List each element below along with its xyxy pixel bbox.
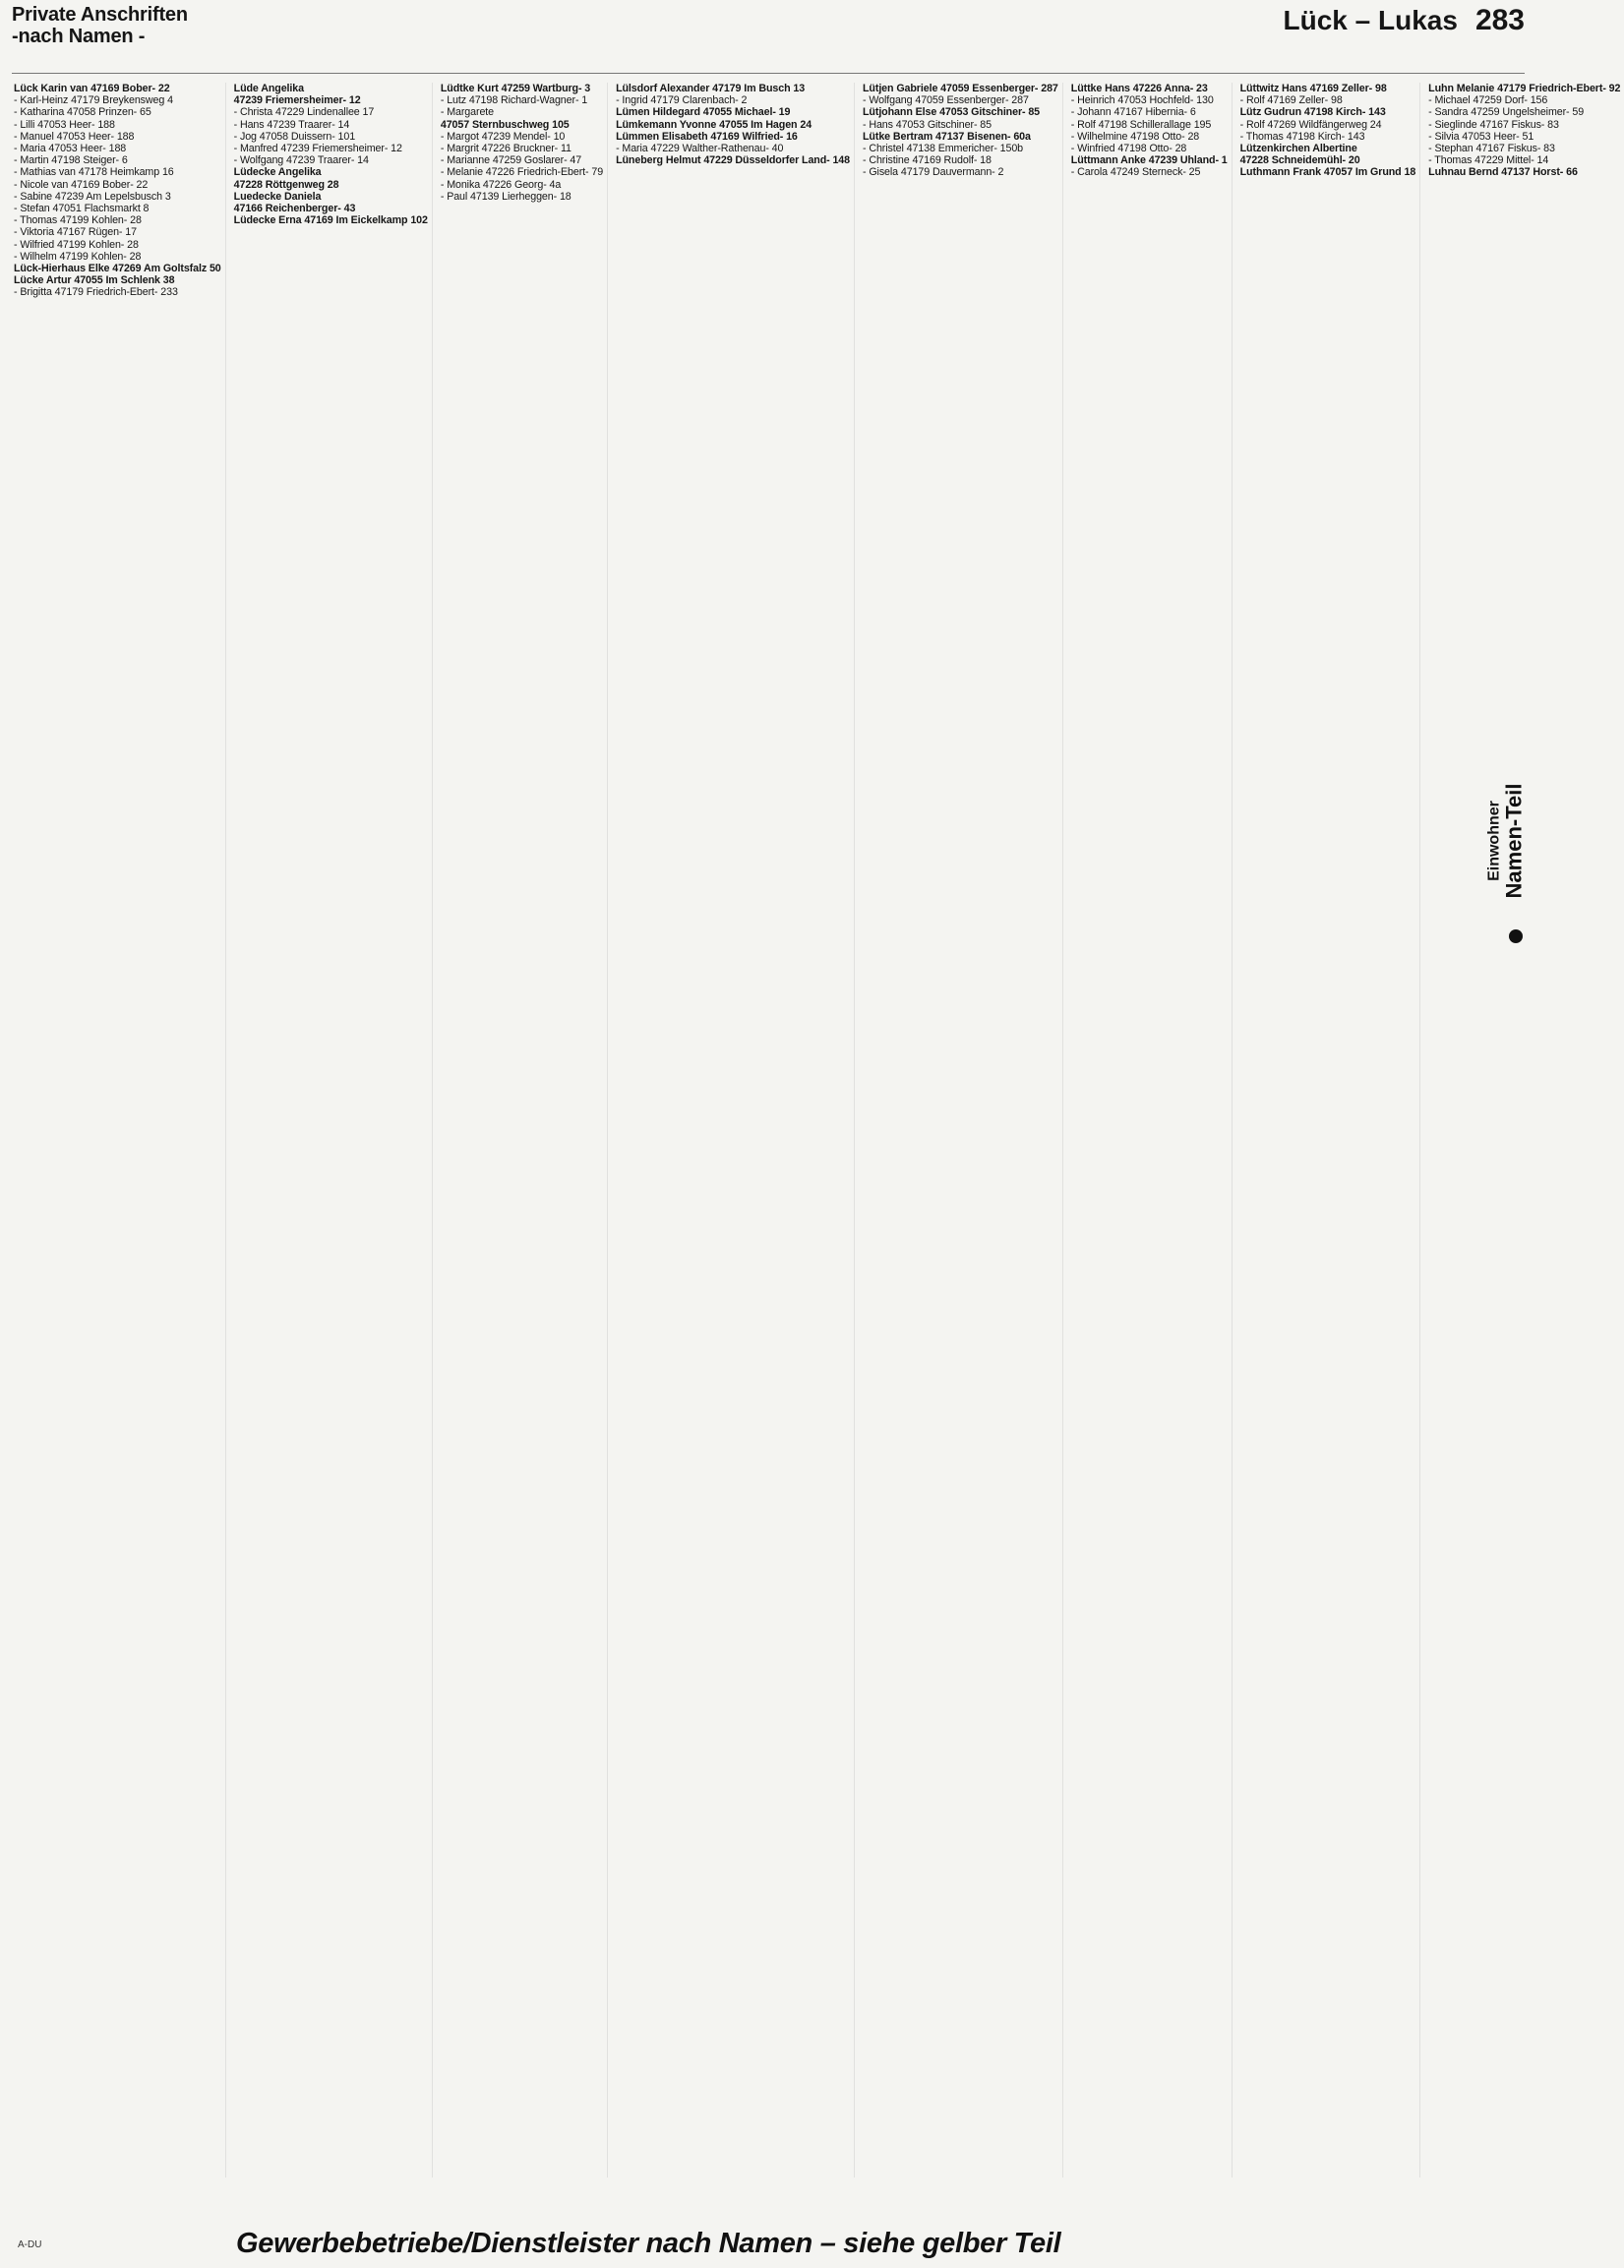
directory-entry: - Johann 47167 Hibernia- 6 — [1070, 106, 1196, 119]
directory-entry: - Christel 47138 Emmericher- 150b — [863, 143, 1024, 155]
directory-entry: - Hans 47239 Traarer- 14 — [233, 118, 350, 131]
directory-column-2 — [234, 83, 433, 2178]
directory-entry: - Christa 47229 Lindenallee 17 — [233, 106, 375, 119]
directory-entry: - Martin 47198 Steiger- 6 — [14, 154, 128, 167]
directory-entry: - Rolf 47169 Zeller- 98 — [1239, 94, 1343, 107]
directory-entry: Lützenkirchen Albertine — [1239, 143, 1357, 155]
directory-entry: Lülsdorf Alexander 47179 Im Busch 13 — [616, 83, 806, 94]
directory-column-1 — [14, 83, 226, 2178]
directory-entry: - Maria 47053 Heer- 188 — [14, 143, 127, 155]
directory-entry: Lütke Bertram 47137 Bisenen- 60a — [863, 130, 1031, 143]
directory-entry: - Sieglinde 47167 Fiskus- 83 — [1428, 118, 1559, 131]
directory-entry: - Michael 47259 Dorf- 156 — [1428, 94, 1548, 107]
directory-entry: Lümen Hildegard 47055 Michael- 19 — [616, 106, 791, 119]
page-header-right — [1284, 4, 1525, 37]
directory-entry: - Thomas 47229 Mittel- 14 — [1428, 154, 1549, 167]
directory-entry: - Jog 47058 Duissern- 101 — [233, 130, 356, 143]
directory-column-6 — [1071, 83, 1233, 2178]
directory-entry: - Winfried 47198 Otto- 28 — [1070, 143, 1187, 155]
directory-entry: - Christine 47169 Rudolf- 18 — [863, 154, 992, 167]
directory-entry: - Wilhelm 47199 Kohlen- 28 — [14, 250, 142, 263]
directory-entry: Luhnau Bernd 47137 Horst- 66 — [1428, 166, 1578, 179]
directory-entry: - Viktoria 47167 Rügen- 17 — [14, 226, 137, 239]
directory-column-4 — [616, 83, 855, 2178]
directory-entry: Lüde Angelika — [233, 83, 304, 94]
page-title-line-1: Private Anschriften — [12, 4, 188, 26]
directory-entry: - Lutz 47198 Richard-Wagner- 1 — [440, 94, 588, 107]
directory-entry: Lümkemann Yvonne 47055 Im Hagen 24 — [616, 118, 812, 131]
directory-entry: - Marianne 47259 Goslarer- 47 — [440, 154, 582, 167]
directory-entry: - Gisela 47179 Dauvermann- 2 — [863, 166, 1004, 179]
directory-entry: - Margarete — [440, 106, 494, 119]
directory-entry: Lütjen Gabriele 47059 Essenberger- 287 — [863, 83, 1058, 94]
directory-entry: - Paul 47139 Lierheggen- 18 — [440, 190, 571, 203]
directory-column-5 — [863, 83, 1063, 2178]
directory-entry: 47166 Reichenberger- 43 — [233, 203, 356, 215]
directory-entry: - Maria 47229 Walther-Rathenau- 40 — [616, 143, 784, 155]
directory-entry: Lütjohann Else 47053 Gitschiner- 85 — [863, 106, 1041, 119]
directory-entry: - Katharina 47058 Prinzen- 65 — [14, 106, 151, 119]
directory-entry: Lüttwitz Hans 47169 Zeller- 98 — [1239, 83, 1387, 94]
directory-entry: Lütz Gudrun 47198 Kirch- 143 — [1239, 106, 1386, 119]
page-title-line-2: -nach Namen - — [12, 26, 146, 47]
directory-entry: Lüttmann Anke 47239 Uhland- 1 — [1070, 154, 1228, 167]
directory-entry: - Wolfgang 47239 Traarer- 14 — [233, 154, 369, 167]
directory-entry: - Nicole van 47169 Bober- 22 — [14, 178, 149, 191]
directory-entry: - Karl-Heinz 47179 Breykensweg 4 — [14, 94, 173, 107]
directory-entry: - Manfred 47239 Friemersheimer- 12 — [233, 143, 402, 155]
directory-entry: Luhn Melanie 47179 Friedrich-Ebert- 92 — [1428, 83, 1621, 94]
directory-entry: Luedecke Daniela — [233, 190, 322, 203]
directory-entry: - Carola 47249 Sterneck- 25 — [1070, 166, 1201, 179]
directory-entry: Luthmann Frank 47057 Im Grund 18 — [1239, 166, 1416, 179]
side-tab-bottom: Namen-Teil — [1501, 783, 1527, 899]
directory-entry: - Rolf 47198 Schillerallage 195 — [1070, 118, 1212, 131]
directory-entry: Lüdecke Angelika — [233, 166, 322, 179]
directory-column-8 — [1428, 83, 1624, 2178]
tab-bullet — [1509, 929, 1523, 943]
directory-entry: 47228 Röttgenweg 28 — [233, 178, 339, 191]
directory-entry: 47239 Friemersheimer- 12 — [233, 94, 361, 107]
directory-entry: Lück Karin van 47169 Bober- 22 — [14, 83, 170, 94]
header-rule — [12, 73, 1525, 74]
directory-entry: - Sandra 47259 Ungelsheimer- 59 — [1428, 106, 1585, 119]
directory-entry: - Hans 47053 Gitschiner- 85 — [863, 118, 992, 131]
directory-column-7 — [1240, 83, 1421, 2178]
directory-entry: 47057 Sternbuschweg 105 — [440, 118, 570, 131]
name-range-heading: Lück – Lukas — [1283, 5, 1458, 35]
directory-entry: - Rolf 47269 Wildfängerweg 24 — [1239, 118, 1382, 131]
directory-entry: - Margrit 47226 Bruckner- 11 — [440, 143, 571, 155]
directory-entry: Lüttke Hans 47226 Anna- 23 — [1070, 83, 1208, 94]
side-tab — [1483, 757, 1529, 925]
footer-banner: Gewerbebetriebe/Dienstleister nach Namen – siehe gelber Teil — [236, 2228, 1061, 2259]
directory-entry: - Wilfried 47199 Kohlen- 28 — [14, 238, 139, 251]
directory-entry: Lümmen Elisabeth 47169 Wilfried- 16 — [616, 130, 798, 143]
side-tab-top: Einwohner — [1485, 801, 1503, 881]
directory-entry: - Silvia 47053 Heer- 51 — [1428, 130, 1534, 143]
side-tab-label — [1486, 784, 1526, 899]
directory-columns — [14, 83, 1621, 2178]
directory-entry: - Wolfgang 47059 Essenberger- 287 — [863, 94, 1029, 107]
footer-code: A-DU — [18, 2239, 42, 2250]
directory-entry: Lüneberg Helmut 47229 Düsseldorfer Land- 148 — [616, 154, 850, 167]
directory-entry: - Lilli 47053 Heer- 188 — [14, 118, 115, 131]
page-header-left — [12, 4, 188, 47]
directory-column-3 — [441, 83, 608, 2178]
directory-entry: Lücke Artur 47055 Im Schlenk 38 — [14, 274, 175, 287]
directory-entry: - Thomas 47199 Kohlen- 28 — [14, 214, 142, 227]
directory-entry: - Stefan 47051 Flachsmarkt 8 — [14, 203, 150, 215]
directory-entry: - Monika 47226 Georg- 4a — [440, 178, 562, 191]
directory-entry: - Manuel 47053 Heer- 188 — [14, 130, 135, 143]
directory-entry: Lüdtke Kurt 47259 Wartburg- 3 — [440, 83, 591, 94]
directory-entry: - Brigitta 47179 Friedrich-Ebert- 233 — [14, 286, 178, 299]
directory-entry: - Sabine 47239 Am Lepelsbusch 3 — [14, 190, 171, 203]
directory-entry: - Margot 47239 Mendel- 10 — [440, 130, 566, 143]
directory-entry: - Thomas 47198 Kirch- 143 — [1239, 130, 1365, 143]
directory-entry: - Mathias van 47178 Heimkamp 16 — [14, 166, 174, 179]
directory-entry: - Melanie 47226 Friedrich-Ebert- 79 — [440, 166, 604, 179]
directory-entry: - Ingrid 47179 Clarenbach- 2 — [616, 94, 748, 107]
directory-entry: - Wilhelmine 47198 Otto- 28 — [1070, 130, 1200, 143]
page-number: 283 — [1474, 4, 1525, 36]
directory-entry: Lüdecke Erna 47169 Im Eickelkamp 102 — [233, 214, 428, 227]
directory-entry: 47228 Schneidemühl- 20 — [1239, 154, 1360, 167]
directory-entry: - Stephan 47167 Fiskus- 83 — [1428, 143, 1555, 155]
directory-entry: Lück-Hierhaus Elke 47269 Am Goltsfalz 50 — [14, 263, 221, 275]
directory-entry: - Heinrich 47053 Hochfeld- 130 — [1070, 94, 1214, 107]
